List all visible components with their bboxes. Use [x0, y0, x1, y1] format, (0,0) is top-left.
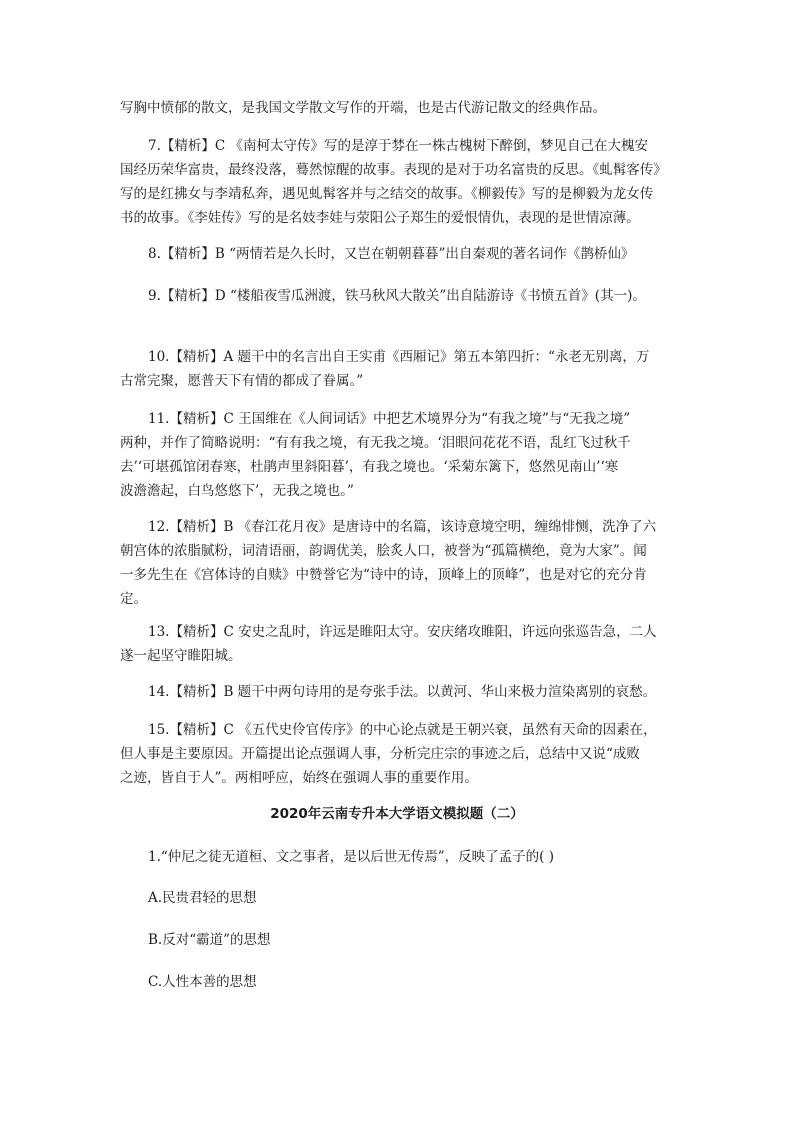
answer-7-cont	[120, 158, 676, 230]
paragraph-intro: 写胸中愤郁的散文，是我国文学散文写作的开端，也是古代游记散文的经典作品。	[120, 100, 606, 116]
answer-14: 14.【精析】B 题干中两句诗用的是夸张手法。以黄河、华山来极力渲染离别的哀愁。	[148, 684, 657, 700]
answer-7	[120, 134, 676, 158]
answer-9: 9.【精析】D “楼船夜雪瓜洲渡，铁马秋风大散关”出自陆游诗《书愤五首》(其一)。	[148, 288, 646, 304]
answer-8: 8.【精析】B “两情若是久长时，又岂在朝朝暮暮”出自秦观的著名词作《鹊桥仙》	[148, 246, 635, 262]
answer-12-line: 朝宫体的浓脂腻粉，词清语丽，韵调优美，脍炙人口，被誉为“孤篇横绝，竟为大家”。闻	[120, 543, 647, 559]
answer-12-cont	[120, 539, 676, 611]
answer-11-line: 波澹澹起，白鸟悠悠下’，无我之境也。”	[120, 483, 354, 499]
answer-7-line: 写的是红拂女与李靖私奔，遇见虬髯客并与之结交的故事。《柳毅传》写的是柳毅为龙女传	[120, 186, 654, 202]
answer-7-line: 7.【精析】C 《南柯太守传》写的是淳于棼在一株古槐树下醉倒，梦见自己在大槐安	[148, 138, 648, 154]
answer-10-cont	[120, 369, 676, 393]
answer-13-cont	[120, 644, 676, 668]
question-1-option-b: B.反对“霸道”的思想	[148, 932, 271, 948]
answer-12-line: 一多先生在《宫体诗的自赎》中赞誉它为“诗中的诗，顶峰上的顶峰”，也是对它的充分肯	[120, 567, 647, 583]
answer-13-line: 遂一起坚守睢阳城。	[120, 648, 242, 664]
answer-10	[120, 345, 676, 369]
answer-11-line: 两种，并作了简略说明：“有有我之境，有无我之境。‘泪眼问花花不语，乱红飞过秋千	[120, 435, 631, 451]
answer-11-line: 11.【精析】C 王国维在《人间词话》中把艺术境界分为“有我之境”与“无我之境”	[148, 411, 631, 427]
answer-12-line: 12.【精析】B 《春江花月夜》是唐诗中的名篇，该诗意境空明，缠绵悱恻，洗净了六	[148, 519, 657, 535]
answer-13	[120, 620, 676, 644]
question-1-stem: 1.“仲尼之徒无道桓、文之事者，是以后世无传焉”，反映了孟子的( )	[148, 849, 555, 865]
question-1-option-a: A.民贵君轻的思想	[148, 890, 257, 906]
answer-11	[120, 407, 676, 431]
answer-15-cont	[120, 742, 676, 790]
answer-11-line: 去’‘可堪孤馆闭春寒，杜鹃声里斜阳暮’，有我之境也。‘采菊东篱下，悠然见南山’‘寒	[120, 459, 619, 475]
answer-12	[120, 515, 676, 539]
answer-15-line: 15.【精析】C 《五代史伶官传序》的中心论点就是王朝兴衰，虽然有天命的因素在，	[148, 722, 657, 738]
question-1-option-c: C.人性本善的思想	[148, 974, 257, 990]
answer-13-line: 13.【精析】C 安史之乱时，许远是睢阳太守。安庆绪攻睢阳，许远向张巡告急，二人	[148, 624, 657, 640]
answer-10-line: 古常完聚，愿普天下有情的都成了眷属。”	[120, 373, 364, 389]
answer-7-line: 书的故事。《李娃传》写的是名妓李娃与荥阳公子郑生的爱恨情仇，表现的是世情凉薄。	[120, 210, 640, 226]
answer-15-line: 之迹，皆自于人”。两相呼应，始终在强调人事的重要作用。	[120, 770, 478, 786]
answer-10-line: 10.【精析】A 题干中的名言出自王实甫《西厢记》第五本第四折：“永老无别离，万	[148, 349, 650, 365]
answer-7-line: 国经历荣华富贵，最终没落，蓦然惊醒的故事。表现的是对于功名富贵的反思。《虬髯客传》	[120, 162, 667, 178]
section-title: 2020年云南专升本大学语文模拟题（二）	[270, 806, 524, 822]
answer-11-cont	[120, 431, 676, 503]
answer-15	[120, 718, 676, 742]
answer-15-line: 但人事是主要原因。开篇提出论点强调人事，分析完庄宗的事迹之后，总结中又说“成败	[120, 746, 640, 762]
answer-12-line: 定。	[120, 591, 147, 607]
